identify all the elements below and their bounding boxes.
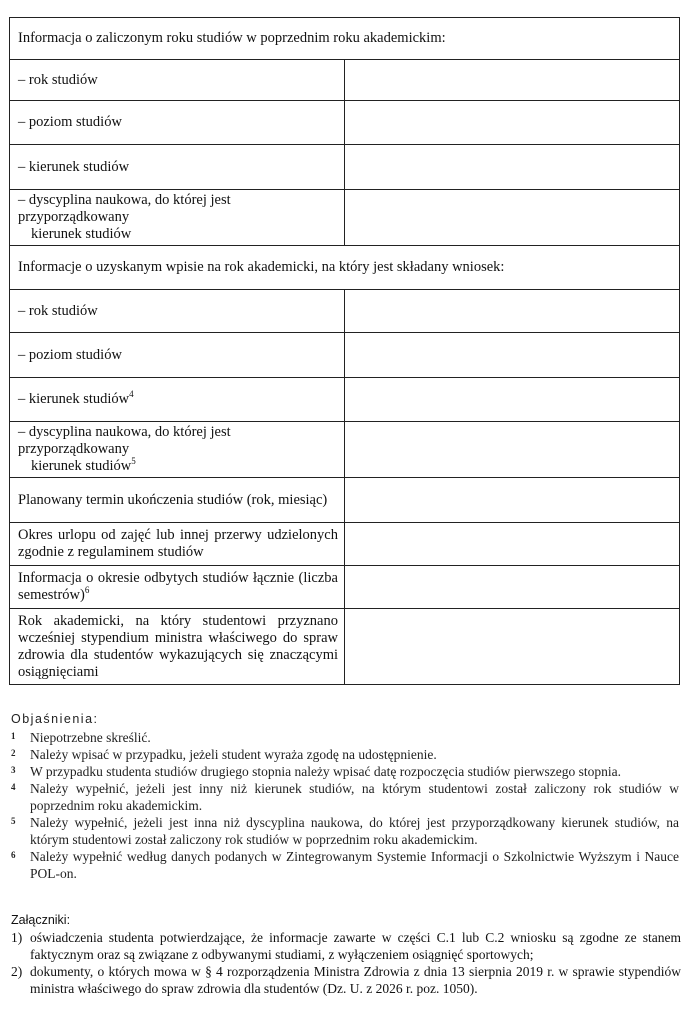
footnote-item (11, 729, 679, 746)
prev-discipline-value-field[interactable] (345, 190, 680, 246)
planned-end-value-field[interactable] (345, 478, 680, 523)
table-row (10, 378, 680, 422)
attachments-heading: Załączniki: (11, 913, 71, 927)
table-row (10, 145, 680, 190)
footnote-text: Należy wpisać w przypadku, jeżeli student wyraża zgodę na udostępnienie. (30, 747, 437, 762)
footnote-item (11, 746, 679, 763)
explanations-heading: Objaśnienia: (11, 712, 99, 726)
prev-discipline-label (10, 190, 345, 246)
table-row (10, 190, 680, 246)
table-row (10, 60, 680, 101)
table-row (10, 101, 680, 145)
footnote-ref: 4 (129, 389, 134, 400)
prior-scholarship-label: Rok akademicki, na który studentowi przyznano wcześniej stypendium ministra właściwego do spraw zdrowia dla studentów wykazujących się znaczącymi osiągnięciami (10, 609, 345, 685)
footnote-text: Niepotrzebne skreślić. (30, 730, 151, 745)
planned-end-label: Planowany termin ukończenia studiów (rok, miesiąc) (10, 478, 345, 523)
table-row (10, 290, 680, 333)
prev-field-value-field[interactable] (345, 145, 680, 190)
attachment-text: dokumenty, o których mowa w § 4 rozporządzenia Ministra Zdrowia z dnia 13 sierpnia 2019 r. w sprawie stypendiów ministra właściwego do spraw zdrowia dla studentów (Dz. U. z 2026 r. poz. 1050). (30, 964, 681, 996)
section2-header-row (10, 246, 680, 290)
new-field-label-text: – kierunek studiów (18, 391, 130, 407)
footnote-text: Należy wypełnić, jeżeli jest inna niż dyscyplina naukowa, do której jest przyporządkowany kierunek studiów, na którym studentowi został zaliczony rok studiów w poprzednim roku akademickim. (30, 815, 679, 847)
table-row (10, 333, 680, 378)
attachment-text: oświadczenia studenta potwierdzające, że informacje zawarte w części C.1 lub C.2 wniosku są zgodne ze stanem faktycznym oraz są związane z odbywanymi studiami, z wyłączeniem osiągnięć sportowych; (30, 930, 681, 962)
footnote-item (11, 848, 679, 882)
footnote-ref: 5 (131, 456, 136, 467)
new-discipline-line1: – dyscyplina naukowa, do której jest przyporządkowany (18, 424, 231, 457)
new-year-value-field[interactable] (345, 290, 680, 333)
prev-discipline-line1: – dyscyplina naukowa, do której jest przyporządkowany (18, 192, 231, 225)
leave-period-label: Okres urlopu od zajęć lub innej przerwy udzielonych zgodnie z regulaminem studiów (10, 523, 345, 566)
new-level-label: – poziom studiów (10, 333, 345, 378)
new-discipline-line2: kierunek studiów (31, 458, 132, 474)
table-row (10, 422, 680, 478)
attachment-item (11, 929, 681, 963)
new-discipline-label (10, 422, 345, 478)
footnote-text: W przypadku studenta studiów drugiego stopnia należy wpisać datę rozpoczęcia studiów pierwszego stopnia. (30, 764, 621, 779)
prev-level-value-field[interactable] (345, 101, 680, 145)
prev-year-label: – rok studiów (10, 60, 345, 101)
prior-scholarship-value-field[interactable] (345, 609, 680, 685)
leave-period-value-field[interactable] (345, 523, 680, 566)
section1-header-row (10, 18, 680, 60)
student-info-table (9, 17, 680, 685)
new-level-value-field[interactable] (345, 333, 680, 378)
semesters-label-text: Informacja o okresie odbytych studiów łącznie (liczba semestrów) (18, 570, 338, 603)
prev-year-value-field[interactable] (345, 60, 680, 101)
new-discipline-line2-wrap (18, 458, 338, 475)
table-row (10, 609, 680, 685)
prev-discipline-line2: kierunek studiów (31, 226, 132, 242)
footnote-number: 3 (11, 765, 16, 775)
explanations-section (11, 711, 679, 882)
footnote-item (11, 814, 679, 848)
footnote-number: 6 (11, 850, 16, 860)
new-discipline-value-field[interactable] (345, 422, 680, 478)
attachment-item (11, 963, 681, 997)
new-field-label (10, 378, 345, 422)
footnote-number: 5 (11, 816, 16, 826)
attachment-number: 2) (11, 964, 23, 979)
section2-header: Informacje o uzyskanym wpisie na rok akademicki, na który jest składany wniosek: (10, 246, 680, 290)
footnote-text: Należy wypełnić, jeżeli jest inny niż kierunek studiów, na którym studentowi został zaliczony rok studiów w poprzednim roku akademickim. (30, 781, 679, 813)
semesters-value-field[interactable] (345, 566, 680, 609)
attachments-section (11, 912, 681, 997)
new-year-label: – rok studiów (10, 290, 345, 333)
table-row (10, 523, 680, 566)
footnote-item (11, 780, 679, 814)
new-field-value-field[interactable] (345, 378, 680, 422)
footnote-item (11, 763, 679, 780)
semesters-label (10, 566, 345, 609)
footnote-ref: 6 (84, 585, 90, 596)
table-row (10, 566, 680, 609)
table-row (10, 478, 680, 523)
footnote-number: 1 (11, 731, 16, 741)
section1-header: Informacja o zaliczonym roku studiów w poprzednim roku akademickim: (10, 18, 680, 60)
prev-level-label: – poziom studiów (10, 101, 345, 145)
footnote-number: 4 (11, 782, 16, 792)
prev-field-label: – kierunek studiów (10, 145, 345, 190)
footnote-text: Należy wypełnić według danych podanych w Zintegrowanym Systemie Informacji o Szkolnictwie Wyższym i Nauce POL-on. (30, 849, 679, 881)
attachment-number: 1) (11, 930, 23, 945)
footnote-number: 2 (11, 748, 16, 758)
